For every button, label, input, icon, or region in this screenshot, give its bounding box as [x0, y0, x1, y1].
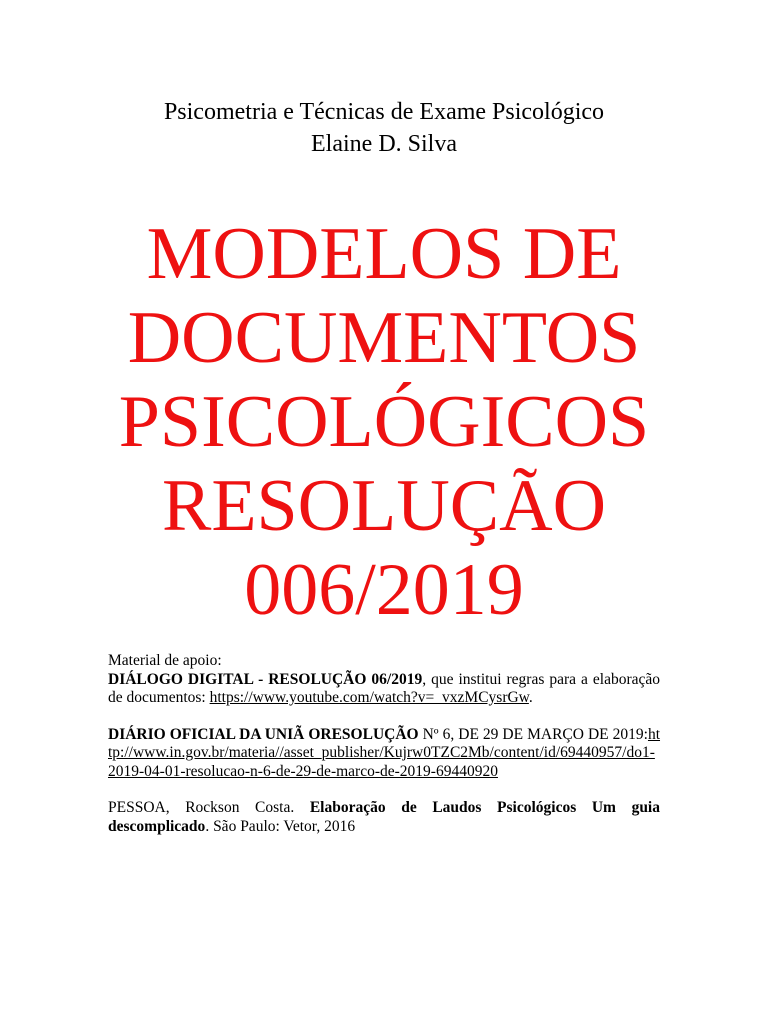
- reference-text: . São Paulo: Vetor, 2016: [205, 817, 356, 835]
- references-section: [108, 652, 660, 836]
- support-label: Material de apoio:: [108, 652, 222, 669]
- title-line: RESOLUÇÃO: [161, 465, 607, 547]
- course-title: Psicometria e Técnicas de Exame Psicológico: [163, 99, 605, 125]
- reference-bold-title: DIÁLOGO DIGITAL - RESOLUÇÃO 06/2019: [108, 670, 423, 688]
- header: [0, 96, 768, 160]
- title-line: PSICOLÓGICOS: [118, 381, 650, 463]
- reference-bold-title: DIÁRIO OFICIAL DA UNIÃ ORESOLUÇÃO: [108, 725, 419, 743]
- reference-bold-title: Elaboração de Laudos Psicológicos Um guia descomplicado: [108, 799, 660, 835]
- reference-dialogo-digital: [108, 671, 660, 708]
- title-line: MODELOS DE: [146, 213, 622, 295]
- document-title: [0, 212, 768, 632]
- gov-link[interactable]: http://www.in.gov.br/materia//asset_publisher/Kujrw0TZC2Mb/content/id/69440957/do1-2019-04-01-resolucao-n-6-de-29-de-marco-de-2019-69440920: [108, 725, 661, 780]
- youtube-link[interactable]: https://www.youtube.com/watch?v=_vxzMCysrGw: [209, 689, 529, 706]
- reference-text: , que institui regras para a elaboração de documentos:: [108, 670, 660, 706]
- reference-text: Nº 6, DE 29 DE MARÇO DE 2019:: [418, 725, 648, 743]
- author-name: Elaine D. Silva: [311, 131, 457, 157]
- reference-pessoa: [108, 799, 660, 836]
- reference-text: PESSOA, Rockson Costa.: [108, 799, 310, 816]
- reference-text: .: [528, 689, 533, 706]
- reference-diario-oficial: [108, 726, 660, 782]
- title-line: DOCUMENTOS: [127, 297, 641, 379]
- title-line: 006/2019: [244, 549, 524, 631]
